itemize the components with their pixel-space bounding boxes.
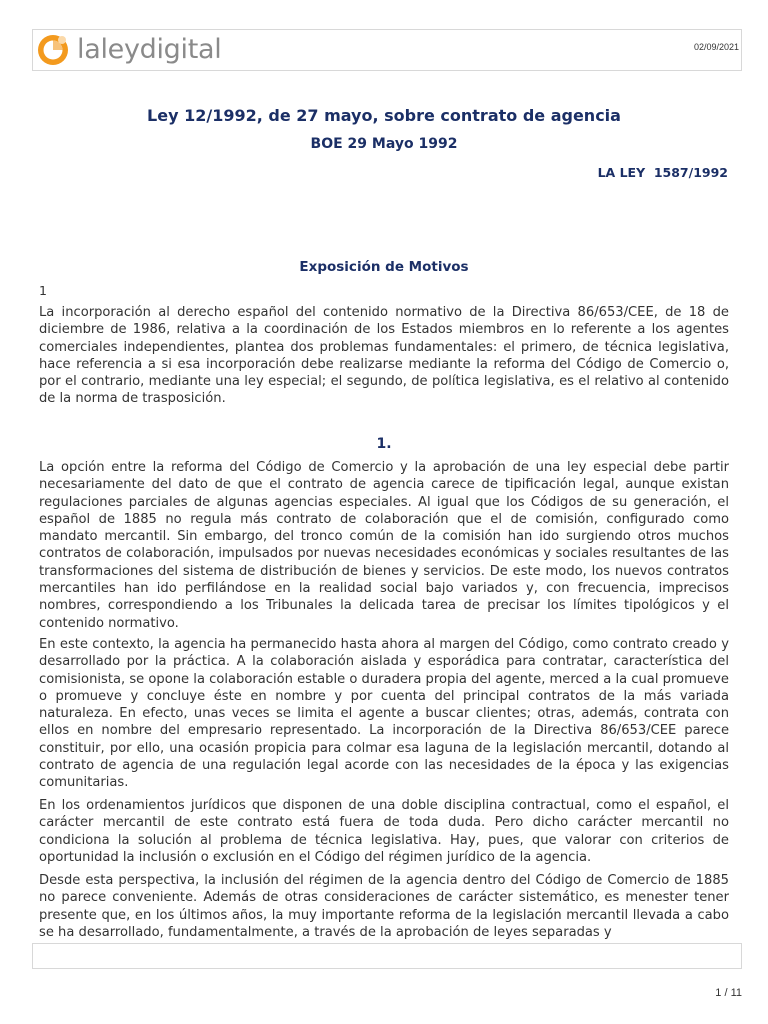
page-footer xyxy=(32,943,742,969)
document-reference: LA LEY 1587/1992 xyxy=(597,165,728,180)
document-subtitle: BOE 29 Mayo 1992 xyxy=(310,136,458,152)
paragraph-3: En este contexto, la agencia ha permanecido hasta ahora al margen del Código, como contrato creado y desarrollado por la práctica. A la colaboración aislada y esporádica para contratar, característica del comisionista, se opone la colaboración estable o duradera propia del agente, merced a la cual promueve o promueve y concluye éste en nombre y por cuenta del principal contratos de la más variada naturaleza. En efecto, unas veces se limita el agente a buscar clientes; otras, además, contrata con ellos en nombre del empresario representado. La incorporación de la Directiva 86/653/CEE parece constituir, por ello, una ocasión propicia para colmar esa laguna de la legislación mercantil, dotando al contrato de agencia de una regulación legal acorde con las necesidades de la época y las exigencias comunitarias. xyxy=(39,637,729,791)
paragraph-number: 1 xyxy=(39,283,47,298)
document-title: Ley 12/1992, de 27 mayo, sobre contrato de agencia xyxy=(147,106,621,125)
numbered-heading: 1. xyxy=(376,436,392,452)
section-heading: Exposición de Motivos xyxy=(299,259,469,275)
paragraph-2: La opción entre la reforma del Código de Comercio y la aprobación de una ley especial debe partir necesariamente del dato de que el contrato de agencia carece de tipificación legal, aunque existan regulaciones parciales de algunas agencias especiales. Al igual que los Códigos de su generación, el español de 1885 no regula más contrato de colaboración que el de comisión, configurado como mandato mercantil. Sin embargo, del tronco común de la comisión han ido surgiendo otros muchos contratos de colaboración, impulsados por nuevas necesidades económicas y sociales resultantes de las transformaciones del sistema de distribución de bienes y servicios. De este modo, los nuevos contratos mercantiles han ido perfilándose en la realidad social bajo variados y, con frecuencia, imprecisos nombres, correspondiendo a los Tribunales la delicada tarea de precisar los límites tipológicos y el contenido normativo. xyxy=(39,460,729,631)
brand-name: laleydigital xyxy=(77,34,222,65)
page-header xyxy=(32,29,742,71)
paragraph-5: Desde esta perspectiva, la inclusión del régimen de la agencia dentro del Código de Comercio de 1885 no parece conveniente. Además de otras consideraciones de carácter sistemático, es menester tener presente que, en los últimos años, la muy importante reforma de la legislación mercantil llevada a cabo se ha desarrollado, fundamentalmente, a través de la aprobación de leyes separadas y xyxy=(39,873,729,940)
paragraph-4: En los ordenamientos jurídicos que disponen de una doble disciplina contractual, como el español, el carácter mercantil de este contrato está fuera de toda duda. Pero dicho carácter mercantil no condiciona la solución al problema de técnica legislativa. Hay, pues, que valorar con criterios de oportunidad la inclusión o exclusión en el Código del régimen jurídico de la agencia. xyxy=(39,798,729,865)
paragraph-1: La incorporación al derecho español del contenido normativo de la Directiva 86/653/CEE, de 18 de diciembre de 1986, relativa a la coordinación de los Estados miembros en lo referente a los agentes comerciales independientes, plantea dos problemas fundamentales: el primero, de técnica legislativa, hace referencia a si esa incorporación debe realizarse mediante la reforma del Código de Comercio o, por el contrario, mediante una ley especial; el segundo, de política legislativa, es el relativo al contenido de la norma de trasposición. xyxy=(39,305,729,407)
page-indicator: 1 / 11 xyxy=(715,987,742,999)
laleydigital-logo-icon xyxy=(36,33,70,67)
document-date: 02/09/2021 xyxy=(693,42,739,52)
